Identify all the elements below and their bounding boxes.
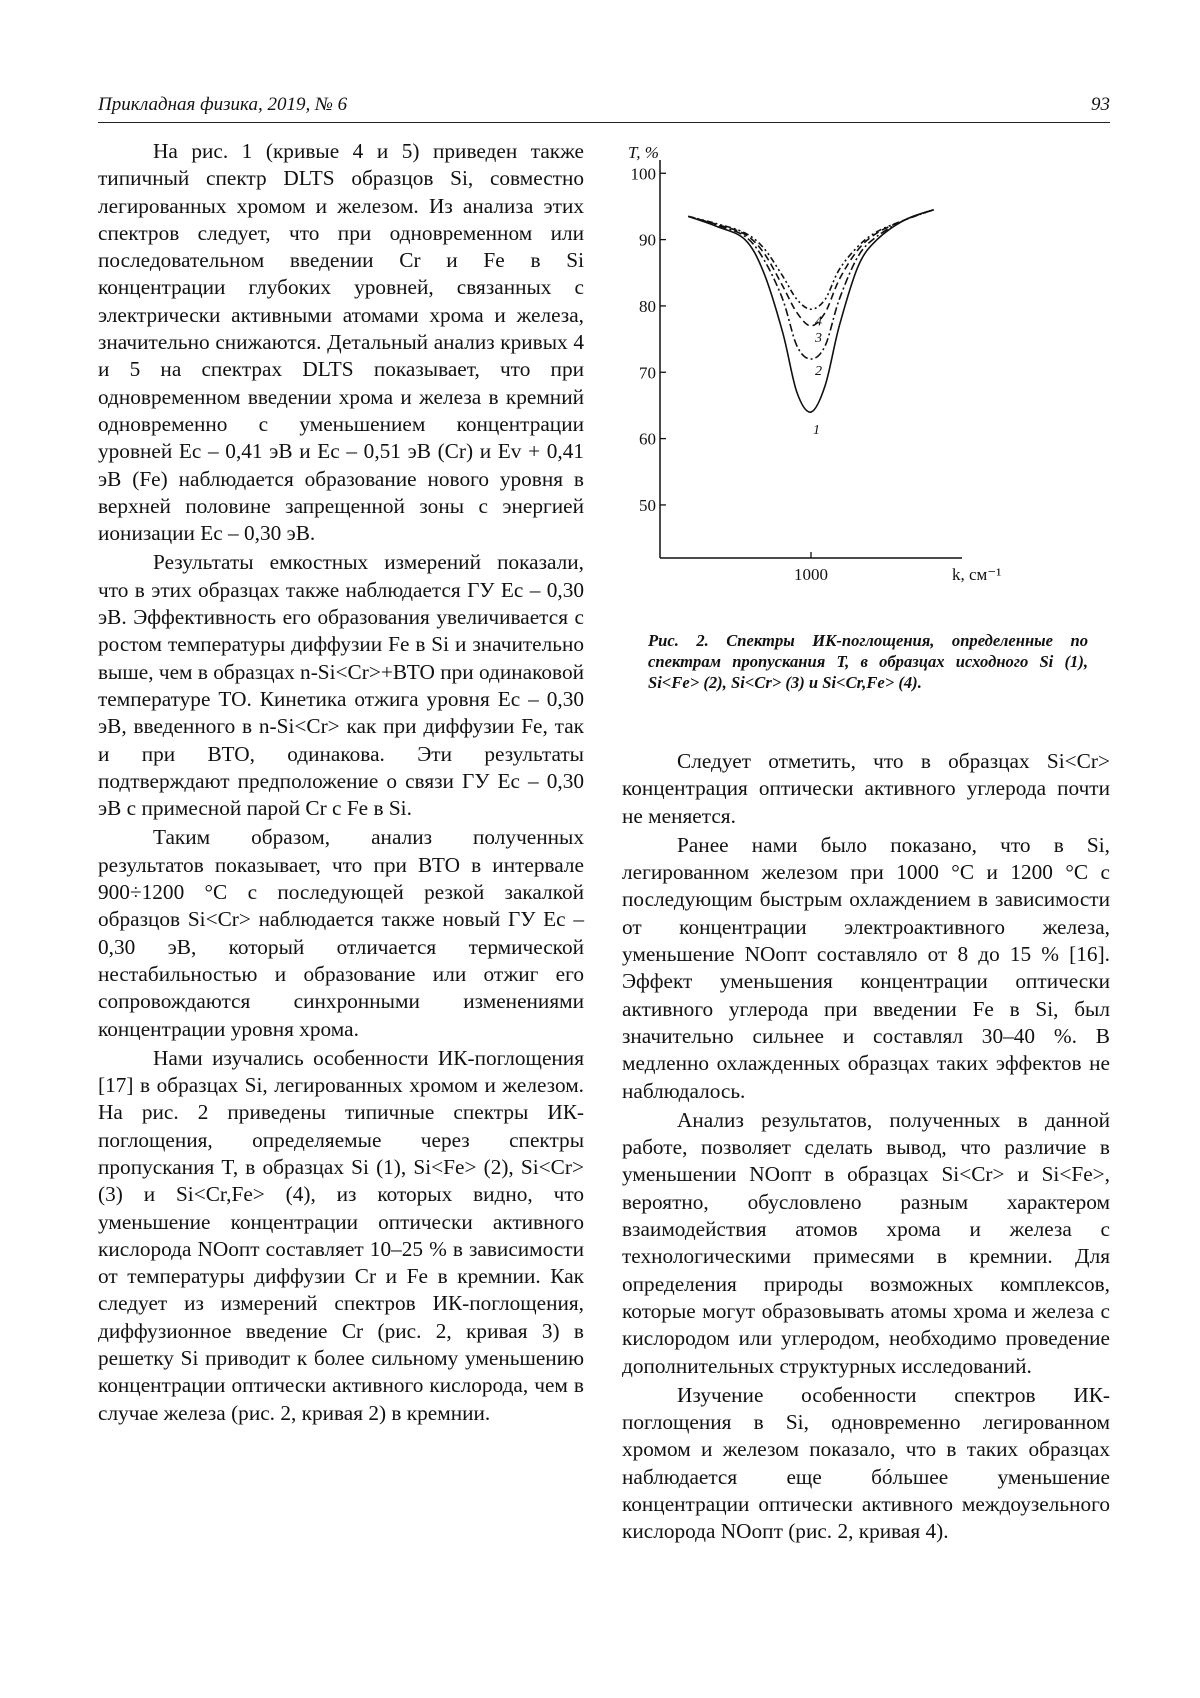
curve-2 bbox=[688, 210, 933, 359]
ir-spectra-chart bbox=[622, 140, 1110, 600]
x-axis-label: k, см⁻¹ bbox=[952, 565, 1002, 584]
running-header bbox=[98, 92, 1110, 123]
paragraph: Нами изучались особенности ИК-поглощения [17] в образцах Si, легированных хромом и железом. На рис. 2 приведены типичные спектры ИК-поглощения, определяемые через спектры пропускания T, в образцах Si (1), Si<Fe> (2), Si<Cr> (3) и Si<Cr,Fe> (4), из которых видно, что уменьшение концентрации оптически активного кислорода NOопт составляет 10–25 % в зависимости от температуры диффузии Cr и Fe в кремнии. Как следует из измерений спектров ИК-поглощения, диффузионное введение Cr (рис. 2, кривая 3) в решетку Si приводит к более сильному уменьшению концентрации оптически активного кислорода, чем в случае железа (рис. 2, кривая 2) в кремнии. bbox=[98, 1045, 584, 1425]
y-axis-label: T, % bbox=[628, 143, 659, 162]
journal-title: Прикладная физика, 2019, № 6 bbox=[98, 94, 348, 115]
paragraph: Изучение особенности спектров ИК-поглощения в Si, одновременно легированном хромом и железом показало, что в таких образцах наблюдается еще бóльшее уменьшение концентрации оптически активного междоузельного кислорода NOопт (рис. 2, кривая 4). bbox=[622, 1382, 1110, 1544]
y-tick-label: 50 bbox=[639, 495, 656, 515]
curve-1 bbox=[688, 210, 933, 412]
x-tick-label: 1000 bbox=[794, 565, 828, 584]
chart-labels bbox=[813, 314, 822, 438]
figure-caption: Рис. 2. Спектры ИК-поглощения, определенные по спектрам пропускания T, в образцах исходного Si (1), Si<Fe> (2), Si<Cr> (3) и Si<Cr,Fe> (4). bbox=[648, 631, 1088, 692]
paragraph: На рис. 1 (кривые 4 и 5) приведен также типичный спектр DLTS образцов Si, совместно легированных хромом и железом. Из анализа этих спектров следует, что при одновременном или последовательном введении Cr и Fe в Si концентрации глубоких уровней, связанных с электрически активными атомами хрома и железа, значительно снижаются. Детальный анализ кривых 4 и 5 на спектрах DLTS показывает, что при одновременном введении хрома и железа в кремний одновременно с уменьшением концентрации уровней Ec – 0,41 эВ и Ec – 0,51 эВ (Cr) и Ev + 0,41 эВ (Fe) наблюдается образование нового уровня в верхней половине запрещенной зоны с энергией ионизации Ec – 0,30 эВ. bbox=[98, 139, 584, 546]
page-number: 93 bbox=[1091, 94, 1110, 115]
curve-3 bbox=[688, 210, 933, 326]
curve-label-2: 2 bbox=[815, 364, 822, 379]
y-tick-label: 70 bbox=[639, 363, 656, 383]
curve-label-1: 1 bbox=[813, 423, 820, 439]
paragraph: Следует отметить, что в образцах Si<Cr> концентрация оптически активного углерода почти не меняется. bbox=[622, 749, 1110, 828]
y-tick-label: 80 bbox=[639, 296, 656, 316]
curve-label-4: 4 bbox=[815, 314, 822, 330]
paragraph: Анализ результатов, полученных в данной работе, позволяет сделать вывод, что различие в уменьшении NOопт в образцах Si<Cr> и Si<Fe>, вероятно, обусловлено разным характером взаимодействия атомов хрома и железа с технологическими примесями в кремнии. Для определения природы возможных комплексов, которые могут образовывать атомы хрома и железа с кислородом или углеродом, необходимо проведение дополнительных структурных исследований. bbox=[622, 1107, 1110, 1378]
right-column bbox=[622, 748, 1110, 1546]
paragraph: Таким образом, анализ полученных результатов показывает, что при ВТО в интервале 900÷1200 °C с последующей резкой закалкой образцов Si<Cr> наблюдается также новый ГУ Ec – 0,30 эВ, который отличается термической нестабильностью и образование или отжиг его сопровождаются синхронными изменениями концентрации уровня хрома. bbox=[98, 825, 584, 1041]
figure-ir-spectra bbox=[622, 140, 1110, 600]
chart-curves bbox=[688, 210, 933, 412]
y-tick-label: 60 bbox=[639, 429, 656, 449]
paragraph: Результаты емкостных измерений показали, что в этих образцах также наблюдается ГУ Ec – 0,30 эВ. Эффективность его образования увеличивается с ростом температуры диффузии Fe в Si и значительно выше, чем в образцах n-Si<Cr>+ВТО при одинаковой температуре ТО. Кинетика отжига уровня Ec – 0,30 эВ, введенного в n-Si<Cr> как при диффузии Fe, так и при ВТО, одинакова. Эти результаты подтверждают предположение о связи ГУ Ec – 0,30 эВ с примесной парой Cr с Fe в Si. bbox=[98, 550, 584, 821]
paragraph: Ранее нами было показано, что в Si, легированном железом при 1000 °C и 1200 °C с последующим быстрым охлаждением в зависимости от концентрации электроактивного железа, уменьшение NOопт составляло от 8 до 15 % [16]. Эффект уменьшения концентрации оптически активного углерода при введении Fe в Si, был значительно сильнее и составлял 30–40 %. В медленно охлажденных образцах таких эффектов не наблюдалось. bbox=[622, 832, 1110, 1103]
curve-label-3: 3 bbox=[815, 330, 822, 346]
left-column bbox=[98, 138, 584, 1427]
y-tick-label: 90 bbox=[639, 230, 656, 250]
y-tick-label: 100 bbox=[630, 164, 656, 184]
